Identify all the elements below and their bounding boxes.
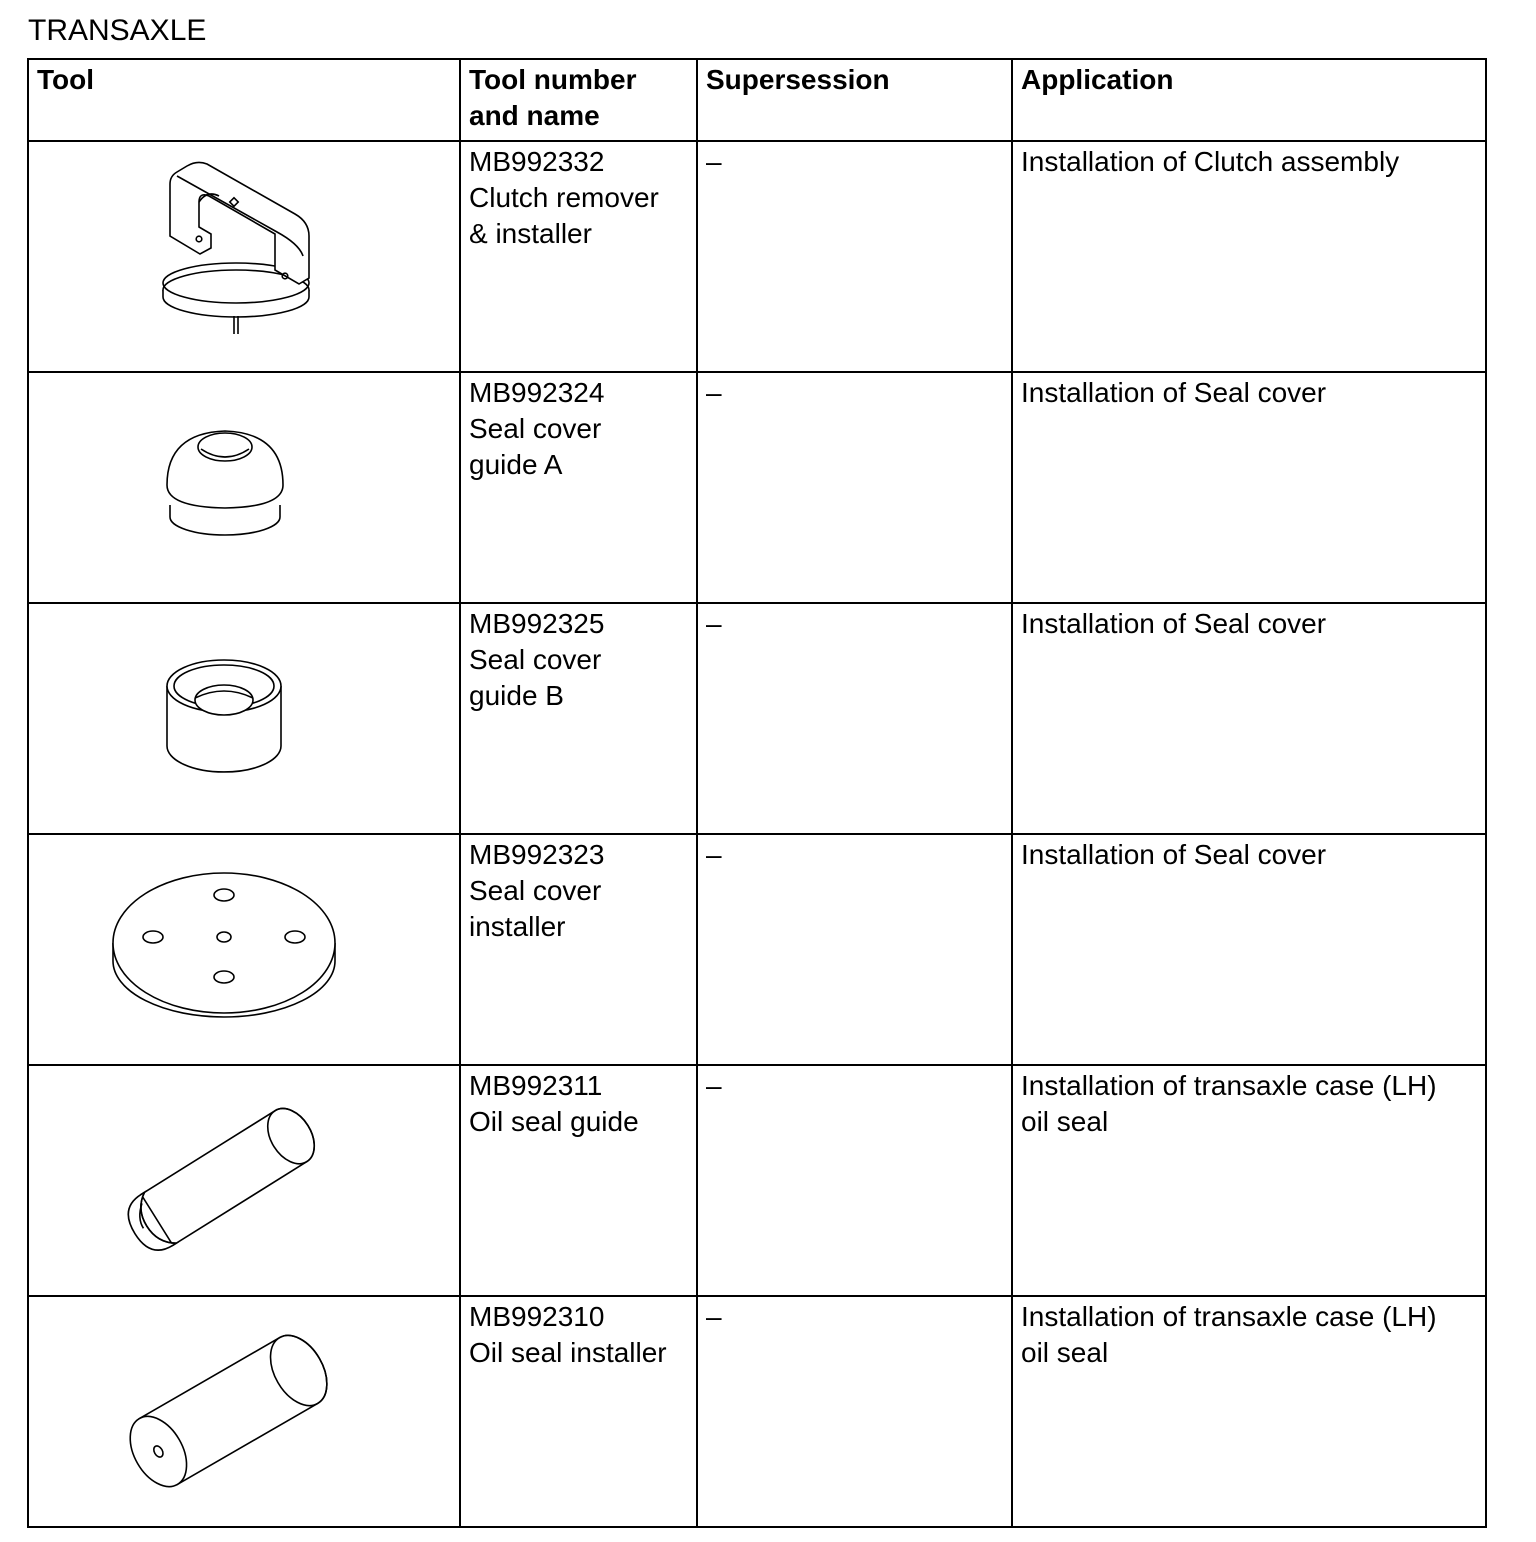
tool-illustration-cell [28,372,460,603]
tool-name-line: Oil seal guide [469,1106,639,1137]
tool-illustration-cell [28,603,460,834]
supersession-cell [697,1296,1012,1527]
supersession-value: – [706,1070,722,1101]
tool-name-line: Seal cover [469,875,602,906]
application-line: Installation of Clutch assembly [1021,146,1400,177]
table-row [28,603,1486,834]
tool-number-cell [460,834,697,1065]
tool-number-cell [460,1065,697,1296]
supersession-value: – [706,146,722,177]
header-tool: Tool [28,59,460,141]
tool-number: MB992324 [469,377,605,408]
application-cell [1012,834,1486,1065]
supersession-cell [697,1065,1012,1296]
tool-number-cell [460,603,697,834]
application-line: Installation of Seal cover [1021,377,1327,408]
application-line: oil seal [1021,1337,1109,1368]
seal-cover-guide-b-icon [37,606,469,833]
application-cell [1012,141,1486,372]
tool-illustration-cell [28,1296,460,1527]
tool-illustration-cell [28,1065,460,1296]
header-tool-number-line1: Tool number [469,64,637,95]
tool-name-line: guide A [469,449,563,480]
application-line: Installation of Seal cover [1021,839,1327,870]
tool-name-line: & installer [469,218,592,249]
application-cell [1012,1296,1486,1527]
header-application: Application [1012,59,1486,141]
oil-seal-guide-icon [37,1068,469,1295]
supersession-cell [697,372,1012,603]
special-tools-table [27,58,1487,1528]
tool-name-line: Oil seal installer [469,1337,667,1368]
tool-number-cell [460,141,697,372]
tool-number: MB992332 [469,146,605,177]
seal-cover-guide-a-icon [37,375,469,602]
section-title: TRANSAXLE [28,14,207,47]
oil-seal-installer-icon [37,1299,469,1526]
application-line: oil seal [1021,1106,1109,1137]
tool-number-cell [460,372,697,603]
table-row [28,372,1486,603]
application-line: Installation of transaxle case (LH) [1021,1070,1437,1101]
tool-name-line: Clutch remover [469,182,659,213]
tool-name-line: guide B [469,680,564,711]
application-line: Installation of transaxle case (LH) [1021,1301,1437,1332]
table-row [28,834,1486,1065]
tool-number: MB992311 [469,1070,603,1101]
table-row [28,1065,1486,1296]
tool-number: MB992323 [469,839,605,870]
application-cell [1012,603,1486,834]
header-tool-number [460,59,697,141]
supersession-value: – [706,377,722,408]
supersession-value: – [706,1301,722,1332]
header-supersession: Supersession [697,59,1012,141]
header-tool-number-line2: and name [469,100,600,131]
table-header-row [28,59,1486,141]
tool-number: MB992310 [469,1301,605,1332]
supersession-cell [697,603,1012,834]
application-cell [1012,372,1486,603]
supersession-cell [697,141,1012,372]
supersession-cell [697,834,1012,1065]
seal-cover-installer-icon [37,837,469,1064]
table-row [28,1296,1486,1527]
table-row [28,141,1486,372]
application-cell [1012,1065,1486,1296]
tool-number: MB992325 [469,608,605,639]
tool-name-line: installer [469,911,566,942]
tool-name-line: Seal cover [469,644,602,675]
tool-illustration-cell [28,141,460,372]
application-line: Installation of Seal cover [1021,608,1327,639]
clutch-remover-installer-icon [37,144,469,371]
supersession-value: – [706,608,722,639]
tool-number-cell [460,1296,697,1527]
supersession-value: – [706,839,722,870]
tool-name-line: Seal cover [469,413,602,444]
tool-illustration-cell [28,834,460,1065]
